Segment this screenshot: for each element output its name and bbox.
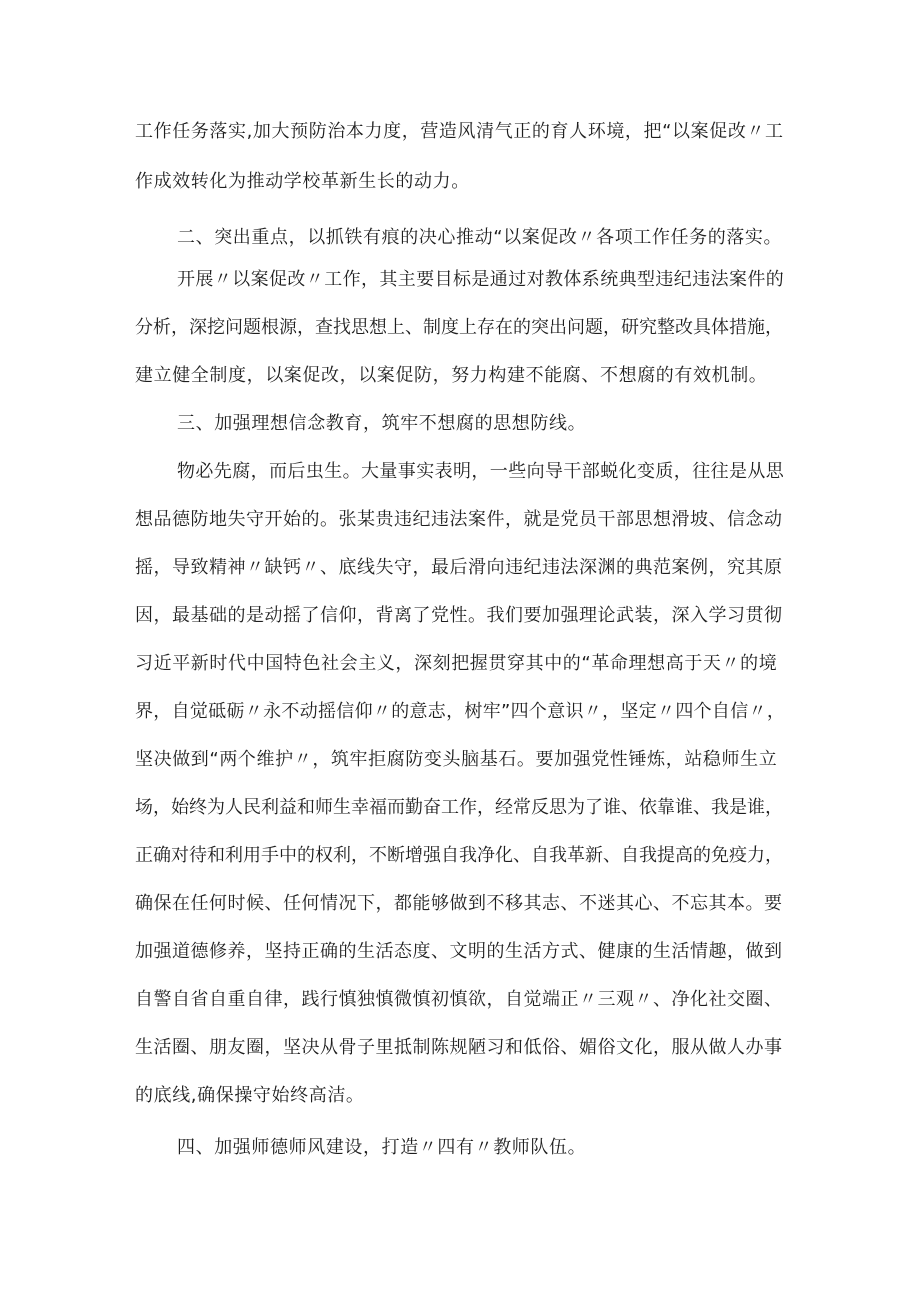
- text-line: 界，自觉砥砺〃永不动摇信仰〃的意志，树牢”四个意识〃，坚定〃四个自信〃，: [135, 701, 786, 722]
- text-line: 的底线,确保操守始终高洁。: [135, 1085, 365, 1106]
- text-line: 摇，导致精神〃缺钙〃、底线失守，最后滑向违纪违法深渊的典范案例，究其原: [135, 557, 783, 578]
- text-line: 物必先腐，而后虫生。大量事实表明，一些向导干部蜕化变质，往往是从思: [177, 461, 785, 482]
- text-line: 建立健全制度，以案促改，以案促防，努力构建不能腐、不想腐的有效机制。: [135, 365, 768, 386]
- text-line: 分析，深挖问题根源，查找思想上、制度上存在的突出问题，研究整改具体措施，: [135, 317, 783, 338]
- text-line: 因，最基础的是动摇了信仰，背离了党性。我们要加强理论武装，深入学习贯彻: [135, 605, 783, 626]
- text-line: 开展〃以案促改〃工作，其主要目标是通过对教体系统典型违纪违法案件的: [177, 269, 785, 290]
- text-line: 确保在任何时候、任何情况下，都能够做到不移其志、不迷其心、不忘其本。要: [135, 893, 783, 914]
- section-heading-4: 四、加强师德师风建设，打造〃四有〃教师队伍。: [177, 1137, 587, 1158]
- text-line: 习近平新时代中国特色社会主义，深刻把握贯穿其中的“革命理想高于天〃的境: [135, 653, 778, 674]
- text-line: 加强道德修养，坚持正确的生活态度、文明的生活方式、健康的生活情趣，做到: [135, 941, 783, 962]
- text-line: 场，始终为人民利益和师生幸福而勤奋工作，经常反思为了谁、依靠谁、我是谁，: [135, 797, 783, 818]
- text-line: 坚决做到“两个维护〃，筑牢拒腐防变头脑基石。要加强党性锤炼，站稳师生立: [135, 749, 778, 770]
- text-line: 作成效转化为推动学校革新生长的动力。: [135, 171, 470, 192]
- text-line: 工作任务落实,加大预防治本力度，营造风清气正的育人环境，把“以案促改〃工: [135, 121, 784, 142]
- section-heading-2: 二、突出重点，以抓铁有痕的决心推动“以案促改〃各项工作任务的落实。: [177, 227, 783, 248]
- text-line: 自警自省自重自律，践行慎独慎微慎初慎欲，自觉端正〃三观〃、净化社交圈、: [135, 989, 783, 1010]
- text-line: 正确对待和利用手中的权利，不断增强自我净化、自我革新、自我提高的免疫力，: [135, 845, 783, 866]
- text-line: 想品德防地失守开始的。张某贵违纪违法案件，就是党员干部思想滑坡、信念动: [135, 509, 783, 530]
- section-heading-3: 三、加强理想信念教育，筑牢不想腐的思想防线。: [177, 413, 587, 434]
- text-line: 生活圈、朋友圈，坚决从骨子里抵制陈规陋习和低俗、媚俗文化，服从做人办事: [135, 1037, 783, 1058]
